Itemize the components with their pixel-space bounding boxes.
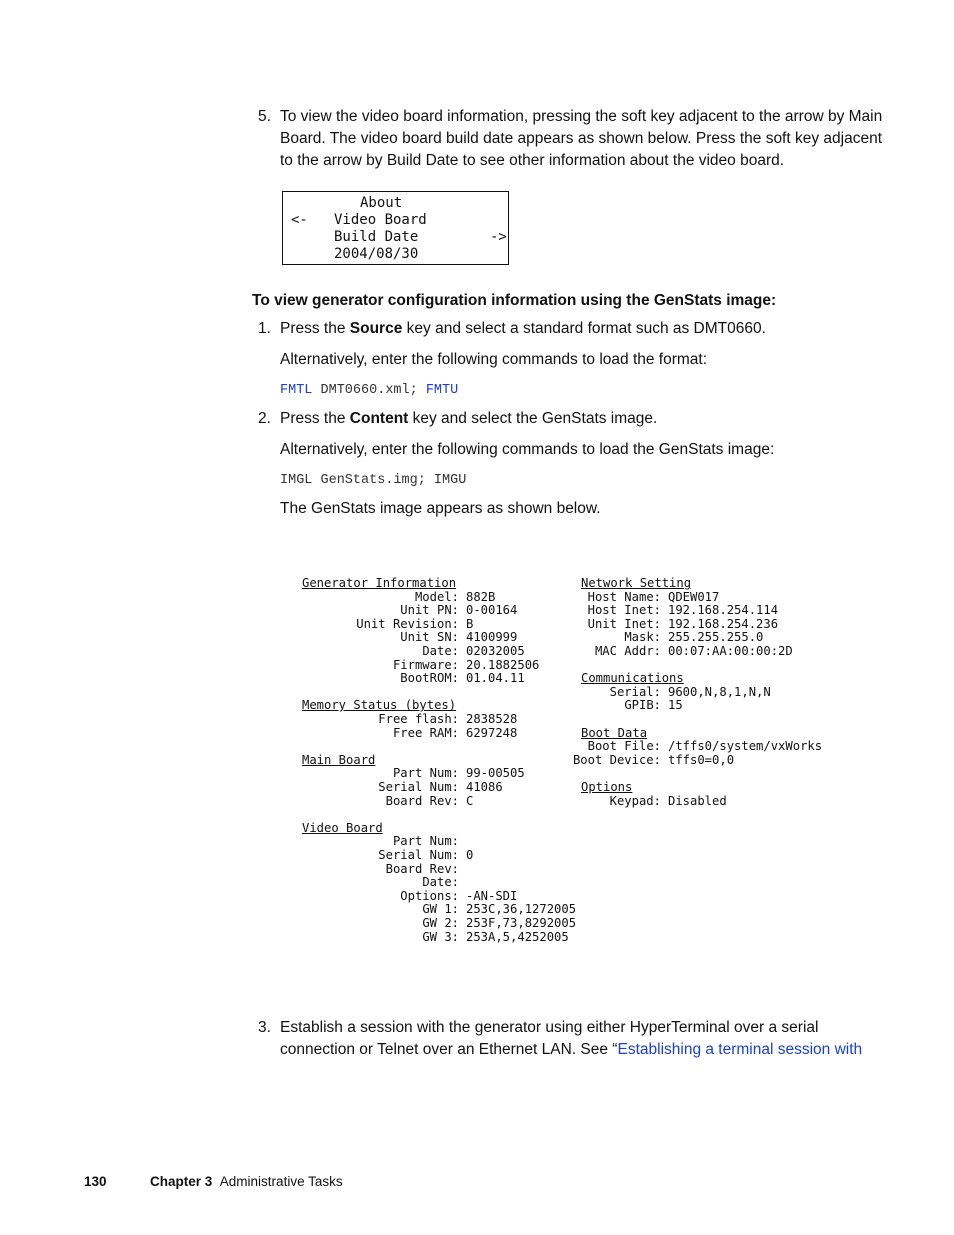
footer-chapter: [150, 1174, 343, 1189]
genstats-field-label: Options:: [400, 888, 459, 903]
genstats-field-label: MAC Addr:: [594, 644, 661, 658]
genstats-field-value: 0: [466, 848, 474, 862]
genstats-field-value: tffs0=0,0: [668, 752, 735, 767]
genstats-section-heading: Main Board: [302, 752, 376, 767]
genstats-section-heading: Communications: [581, 671, 684, 686]
genstats-field-label: GPIB:: [624, 698, 661, 713]
genstats-field-label: Host Inet:: [587, 603, 661, 618]
genstats-field-label: Free flash:: [378, 712, 459, 726]
genstats-field-value: B: [466, 616, 474, 631]
genstats-field-label: GW 1:: [422, 902, 459, 917]
genstats-field-value: 255.255.255.0: [668, 630, 764, 645]
terminal-session-link[interactable]: Establishing a terminal session with: [617, 1041, 863, 1058]
lcd-right-arrow: ->: [490, 229, 507, 245]
source-key-label: Source: [349, 320, 403, 337]
genstats-field-value: QDEW017: [668, 589, 720, 604]
chapter-title: Administrative Tasks: [219, 1174, 343, 1189]
content-key-label: Content: [349, 410, 409, 427]
lcd-line-video-board: Video Board: [334, 212, 427, 228]
genstats-field-label: GW 2:: [422, 916, 459, 930]
genstats-field-value: 253C,36,1272005: [466, 902, 577, 917]
genstats-field-label: Unit SN:: [400, 630, 459, 645]
genstats-field-label: Board Rev:: [385, 861, 459, 876]
genstats-field-label: Date:: [422, 875, 459, 890]
genstats-field-value: 882B: [466, 589, 496, 604]
chapter-label: Chapter 3: [150, 1174, 213, 1189]
step-number: 3.: [258, 1019, 271, 1036]
genstats-section-heading: Network Setting: [581, 576, 692, 590]
step1-text: [280, 318, 766, 340]
step2-result: The GenStats image appears as shown below.: [280, 500, 601, 517]
genstats-field-value: 253A,5,4252005: [466, 929, 569, 944]
genstats-section-heading: Generator Information: [302, 576, 457, 590]
genstats-image: [300, 577, 840, 947]
genstats-field-label: Firmware:: [392, 657, 459, 672]
genstats-field-value: 99-00505: [466, 766, 525, 781]
genstats-field-label: Part Num:: [392, 834, 459, 849]
step5-line: Board. The video board build date appears as shown below. Press the soft key adjacent: [280, 130, 883, 147]
genstats-field-value: Disabled: [668, 793, 727, 808]
genstats-field-label: Host Name:: [587, 589, 661, 604]
page-number: 130: [84, 1174, 107, 1189]
genstats-field-label: BootROM:: [400, 671, 459, 686]
genstats-field-label: Serial Num:: [378, 848, 459, 862]
genstats-field-value: 01.04.11: [466, 671, 525, 686]
step2-text: [280, 408, 657, 430]
genstats-section-heading: Memory Status (bytes): [302, 698, 457, 713]
step-number: 1.: [258, 320, 271, 337]
lcd-line-build-date: Build Date: [334, 229, 419, 245]
genstats-field-label: Serial Num:: [378, 780, 459, 794]
genstats-field-value: 0-00164: [466, 603, 518, 618]
step2-text-after: key and select the GenStats image.: [408, 410, 658, 427]
step-number: 2.: [258, 410, 271, 427]
step5-line: To view the video board information, pressing the soft key adjacent to the arrow by Main: [280, 108, 883, 125]
step3-line-text: connection or Telnet over an Ethernet LAN. See “: [280, 1041, 618, 1058]
format-command: [280, 383, 458, 398]
genstats-field-value: 2838528: [466, 712, 518, 726]
genstats-field-value: 20.1882506: [466, 657, 540, 672]
genstats-field-value: 253F,73,8292005: [466, 916, 577, 930]
step3-line: Establish a session with the generator using either HyperTerminal over a serial: [280, 1019, 819, 1036]
lcd-title: About: [360, 195, 403, 211]
lcd-left-arrow: <-: [291, 212, 308, 228]
genstats-field-label: Boot Device:: [572, 752, 661, 767]
step2-alternative: Alternatively, enter the following commands to load the GenStats image:: [280, 441, 775, 458]
genstats-field-label: Unit PN:: [400, 603, 459, 618]
command-argument: DMT0660.xml;: [312, 383, 426, 398]
genstats-field-label: Serial:: [609, 684, 661, 699]
genstats-field-label: Unit Revision:: [356, 616, 459, 631]
lcd-line-date: 2004/08/30: [334, 246, 419, 262]
genstats-field-label: Keypad:: [609, 793, 661, 808]
step3-line: [280, 1039, 862, 1061]
genstats-field-value: 6297248: [466, 725, 518, 740]
genstats-field-value: /tffs0/system/vxWorks: [668, 739, 823, 754]
step1-alternative: Alternatively, enter the following commands to load the format:: [280, 351, 708, 368]
genstats-section-heading: Boot Data: [581, 725, 648, 740]
genstats-field-label: Mask:: [624, 630, 661, 645]
genstats-field-label: Part Num:: [392, 766, 459, 781]
step-number: 5.: [258, 108, 271, 125]
procedure-heading: To view generator configuration information using the GenStats image:: [252, 292, 777, 309]
genstats-section-heading: Video Board: [302, 820, 383, 835]
genstats-field-label: Model:: [414, 589, 459, 604]
genstats-field-value: 9600,N,8,1,N,N: [668, 684, 771, 699]
step2-text-before: Press the: [280, 410, 350, 427]
genstats-field-value: 41086: [466, 780, 503, 794]
genstats-field-value: 02032005: [466, 644, 525, 658]
genstats-field-value: 4100999: [466, 630, 518, 645]
genstats-field-value: 192.168.254.114: [668, 603, 779, 618]
genstats-section-heading: Options: [581, 780, 633, 794]
genstats-field-value: C: [466, 793, 474, 808]
lcd-display: [282, 191, 509, 265]
fmtu-command-link[interactable]: FMTU: [425, 383, 459, 398]
step5-line: to the arrow by Build Date to see other information about the video board.: [280, 152, 785, 169]
step5-text: [280, 106, 882, 172]
genstats-field-label: Board Rev:: [385, 793, 459, 808]
genstats-field-value: 15: [668, 698, 683, 713]
genstats-field-value: 192.168.254.236: [668, 616, 779, 631]
genstats-field-label: Free RAM:: [392, 725, 459, 740]
genstats-field-value: 00:07:AA:00:00:2D: [668, 644, 793, 658]
step1-text-after: key and select a standard format such as DMT0660.: [402, 320, 766, 337]
image-command: IMGL GenStats.img; IMGU: [280, 473, 467, 488]
genstats-field-label: GW 3:: [422, 929, 459, 944]
genstats-field-label: Unit Inet:: [587, 616, 661, 631]
step1-text-before: Press the: [280, 320, 350, 337]
step3-text: [280, 1017, 862, 1061]
fmtl-command-link[interactable]: FMTL: [280, 383, 313, 398]
genstats-field-value: -AN-SDI: [466, 888, 518, 903]
genstats-field-label: Date:: [422, 644, 459, 658]
genstats-field-label: Boot File:: [587, 739, 661, 754]
